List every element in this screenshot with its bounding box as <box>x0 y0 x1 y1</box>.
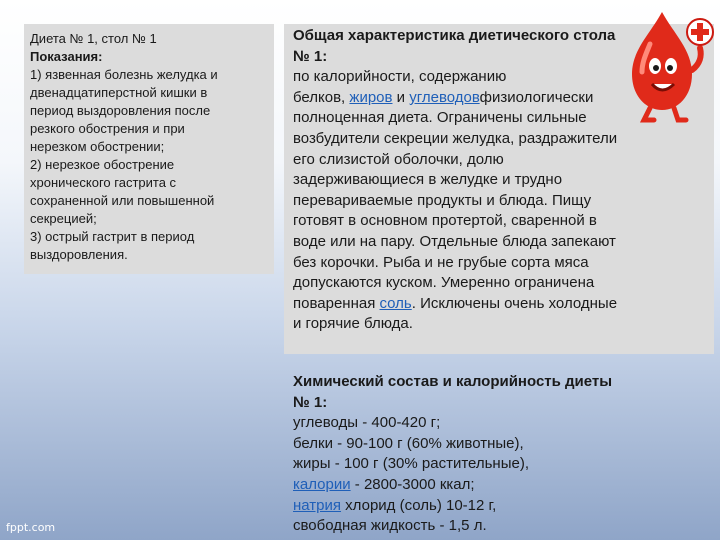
characteristics-line: по калорийности, содержанию <box>293 68 507 86</box>
characteristics-line: возбудители секреции желудка, раздражители <box>293 129 618 147</box>
composition-liquid: свободная жидкость - 1,5 л. <box>293 517 487 535</box>
indications-panel <box>24 24 274 274</box>
text-fragment: и <box>392 88 410 106</box>
indication-line: 3) острый гастрит в период <box>30 229 195 244</box>
link-fats[interactable]: жиров <box>349 88 393 106</box>
link-carbohydrates[interactable]: углеводов <box>409 88 480 106</box>
composition-sodium <box>293 496 713 517</box>
characteristics-line: полноценная диета. Ограничены сильные <box>293 109 587 127</box>
link-sodium[interactable]: натрия <box>293 496 342 514</box>
characteristics-line: воде или на пару. Отдельные блюда запекают <box>293 232 616 250</box>
composition-carbs: углеводы - 400-420 г; <box>293 414 441 432</box>
characteristics-heading-number: № 1: <box>293 47 328 65</box>
indication-line: сохраненной или повышенной <box>30 193 215 208</box>
characteristics-line: готовят в основном протертой, сваренной в <box>293 212 597 230</box>
indication-line: хронического гастрита с <box>30 175 177 190</box>
footer-watermark: fppt.com <box>6 521 56 534</box>
indications-heading: Показания: <box>30 49 103 64</box>
text-fragment: - 2800-3000 ккал; <box>350 475 475 493</box>
diet-title: Диета № 1, стол № 1 <box>30 31 157 46</box>
indication-line: двенадцатиперстной кишки в <box>30 85 208 100</box>
chemical-composition-section <box>293 372 713 537</box>
characteristics-line <box>293 294 706 315</box>
indication-line: выздоровления. <box>30 247 128 262</box>
text-fragment: . Исключены очень холодные <box>411 294 618 312</box>
indication-line: нерезком обострении; <box>30 139 165 154</box>
characteristics-line: его слизистой оболочки, долю <box>293 150 504 168</box>
text-fragment: хлорид (соль) 10-12 г, <box>341 496 497 514</box>
characteristics-line: без корочки. Рыба и не грубые сорта мяса <box>293 253 589 271</box>
link-salt[interactable]: соль <box>379 294 412 312</box>
composition-heading: Химический состав и калорийность диеты <box>293 373 613 390</box>
characteristics-heading: Общая характеристика диетического стола <box>293 27 616 44</box>
characteristics-line: и горячие блюда. <box>293 315 413 333</box>
indication-line: 2) нерезкое обострение <box>30 157 175 172</box>
characteristics-line: допускаются куском. Умеренно ограничена <box>293 274 595 292</box>
text-fragment: поваренная <box>293 294 380 312</box>
text-fragment: белков, <box>293 88 350 106</box>
text-fragment: физиологически <box>479 88 594 106</box>
link-calories[interactable]: калории <box>293 475 351 493</box>
composition-protein: белки - 90-100 г (60% животные), <box>293 434 524 452</box>
indication-line: секрецией; <box>30 211 97 226</box>
characteristics-line: задерживающиеся в желудке и трудно <box>293 171 563 189</box>
composition-calories <box>293 475 713 496</box>
indication-line: 1) язвенная болезнь желудка и <box>30 67 218 82</box>
indication-line: период выздоровления после <box>30 103 211 118</box>
blood-drop-mascot-icon <box>622 4 714 124</box>
indication-line: резкого обострения и при <box>30 121 185 136</box>
composition-heading-number: № 1: <box>293 393 328 411</box>
characteristics-line: перевариваемые продукты и блюда. Пищу <box>293 191 592 209</box>
composition-fat: жиры - 100 г (30% растительные), <box>293 455 530 473</box>
